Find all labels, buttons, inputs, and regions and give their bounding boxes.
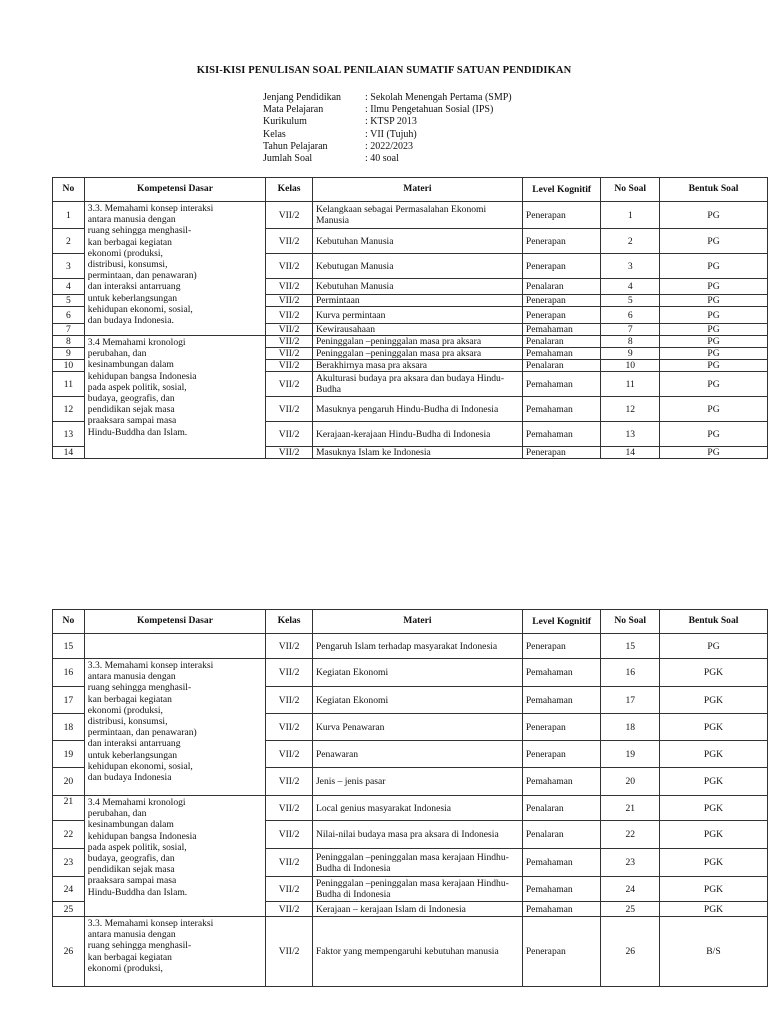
cell-no-soal: 18 <box>601 714 660 741</box>
cell-no: 14 <box>53 447 85 459</box>
cell-materi: Kerajaan – kerajaan Islam di Indonesia <box>312 902 522 917</box>
cell-no-soal: 17 <box>601 687 660 714</box>
meta-row <box>263 104 512 116</box>
cell-kompetensi-dasar <box>84 659 265 796</box>
cell-no-soal: 11 <box>601 372 660 397</box>
cell-level-kognitif: Pemahaman <box>522 397 601 422</box>
cell-no-soal: 8 <box>601 336 660 348</box>
meta-row <box>263 116 512 128</box>
cell-no-soal: 23 <box>601 849 660 877</box>
cell-bentuk-soal: PGK <box>659 902 767 917</box>
cell-no-soal: 1 <box>601 202 660 229</box>
column-header-kd: Kompetensi Dasar <box>84 610 265 634</box>
cell-bentuk-soal: PGK <box>659 821 767 849</box>
cell-materi: Kegiatan Ekonomi <box>312 659 522 687</box>
table-row <box>53 917 768 987</box>
cell-kelas: VII/2 <box>266 279 313 295</box>
cell-no-soal: 12 <box>601 397 660 422</box>
cell-level-kognitif: Pemahaman <box>522 877 601 902</box>
cell-materi: Peninggalan –peninggalan masa kerajaan Hindhu-Budha di Indonesia <box>312 849 522 877</box>
column-header-no: No <box>53 178 85 202</box>
cell-materi: Masuknya pengaruh Hindu-Budha di Indonesia <box>312 397 522 422</box>
meta-row <box>263 141 512 153</box>
cell-materi: Peninggalan –peninggalan masa pra aksara <box>312 348 522 360</box>
cell-bentuk-soal: PG <box>659 447 767 459</box>
column-header-level: Level Kognitif <box>522 178 601 202</box>
column-header-kd: Kompetensi Dasar <box>84 178 265 202</box>
cell-no: 12 <box>53 397 85 422</box>
table-row <box>53 659 768 687</box>
cell-materi: Masuknya Islam ke Indonesia <box>312 447 522 459</box>
column-header-bentuk: Bentuk Soal <box>659 178 767 202</box>
cell-bentuk-soal: PGK <box>659 687 767 714</box>
cell-no: 22 <box>53 821 85 849</box>
cell-level-kognitif: Pemahaman <box>522 348 601 360</box>
cell-level-kognitif: Pemahaman <box>522 324 601 336</box>
cell-level-kognitif: Penerapan <box>522 917 601 987</box>
cell-no-soal: 10 <box>601 360 660 372</box>
document-title: KISI-KISI PENULISAN SOAL PENILAIAN SUMATIF SATUAN PENDIDIKAN <box>196 65 572 76</box>
cell-materi: Kurva permintaan <box>312 307 522 324</box>
cell-no: 18 <box>53 714 85 741</box>
cell-bentuk-soal: PGK <box>659 849 767 877</box>
cell-level-kognitif: Penerapan <box>522 202 601 229</box>
cell-level-kognitif: Penerapan <box>522 634 601 659</box>
cell-kelas: VII/2 <box>266 768 313 796</box>
table-row <box>53 634 768 659</box>
cell-level-kognitif: Penalaran <box>522 796 601 821</box>
kisi-kisi-table-1 <box>52 177 768 459</box>
cell-materi: Peninggalan –peninggalan masa pra aksara <box>312 336 522 348</box>
cell-bentuk-soal: PG <box>659 422 767 447</box>
cell-no: 15 <box>53 634 85 659</box>
cell-no: 10 <box>53 360 85 372</box>
cell-materi: Berakhirnya masa pra aksara <box>312 360 522 372</box>
cell-no-soal: 6 <box>601 307 660 324</box>
cell-no-soal: 13 <box>601 422 660 447</box>
cell-no: 21 <box>53 796 85 821</box>
cell-materi: Akulturasi budaya pra aksara dan budaya Hindu-Budha <box>312 372 522 397</box>
cell-level-kognitif: Pemahaman <box>522 768 601 796</box>
cell-materi: Jenis – jenis pasar <box>312 768 522 796</box>
document-meta <box>263 92 512 165</box>
table-row <box>53 202 768 229</box>
cell-bentuk-soal: PG <box>659 324 767 336</box>
cell-bentuk-soal: PG <box>659 372 767 397</box>
cell-kelas: VII/2 <box>266 336 313 348</box>
cell-bentuk-soal: PG <box>659 634 767 659</box>
cell-kelas: VII/2 <box>266 741 313 768</box>
kompetensi-dasar-text: 3.3. Memahami konsep interaksi antara manusia dengan ruang sehingga menghasil- kan berbagai kegiatan ekonomi (produksi, distribusi, konsumsi, permintaan, dan penawaran) dan interaksi antarruang untuk keberlangsungan kehidupan ekonomi, sosial, dan budaya Indonesia <box>87 660 214 784</box>
cell-bentuk-soal: PGK <box>659 768 767 796</box>
cell-no: 13 <box>53 422 85 447</box>
cell-materi: Nilai-nilai budaya masa pra aksara di Indonesia <box>312 821 522 849</box>
cell-no-soal: 4 <box>601 279 660 295</box>
cell-level-kognitif: Penalaran <box>522 336 601 348</box>
cell-no: 23 <box>53 849 85 877</box>
cell-materi: Pengaruh Islam terhadap masyarakat Indonesia <box>312 634 522 659</box>
cell-level-kognitif: Pemahaman <box>522 849 601 877</box>
cell-no-soal: 22 <box>601 821 660 849</box>
cell-bentuk-soal: PG <box>659 348 767 360</box>
column-header-nosoal: No Soal <box>601 610 660 634</box>
cell-materi: Permintaan <box>312 295 522 307</box>
table-header-row <box>53 610 768 634</box>
meta-label: Tahun Pelajaran <box>263 140 328 152</box>
cell-bentuk-soal: PG <box>659 295 767 307</box>
kisi-kisi-table-2 <box>52 609 768 987</box>
cell-materi: Kebutuhan Manusia <box>312 229 522 254</box>
meta-value: : 40 soal <box>365 153 399 165</box>
cell-level-kognitif: Penerapan <box>522 447 601 459</box>
cell-no: 3 <box>53 254 85 279</box>
cell-level-kognitif: Pemahaman <box>522 659 601 687</box>
cell-no-soal: 26 <box>601 917 660 987</box>
cell-materi: Kerajaan-kerajaan Hindu-Budha di Indonesia <box>312 422 522 447</box>
cell-kelas: VII/2 <box>266 917 313 987</box>
cell-kompetensi-dasar <box>84 796 265 917</box>
meta-value: : Sekolah Menengah Pertama (SMP) <box>365 92 512 103</box>
cell-bentuk-soal: PG <box>659 397 767 422</box>
cell-kompetensi-dasar <box>84 634 265 659</box>
cell-materi: Penawaran <box>312 741 522 768</box>
cell-kompetensi-dasar <box>84 917 265 987</box>
cell-bentuk-soal: PGK <box>659 877 767 902</box>
meta-value: : KTSP 2013 <box>365 116 417 128</box>
cell-no-soal: 2 <box>601 229 660 254</box>
column-header-bentuk: Bentuk Soal <box>659 610 767 634</box>
cell-no: 11 <box>53 372 85 397</box>
cell-bentuk-soal: B/S <box>659 917 767 987</box>
cell-kelas: VII/2 <box>266 634 313 659</box>
cell-kelas: VII/2 <box>266 687 313 714</box>
cell-no-soal: 19 <box>601 741 660 768</box>
cell-level-kognitif: Pemahaman <box>522 372 601 397</box>
kompetensi-dasar-text: 3.4 Memahami kronologi perubahan, dan kesinambungan dalam kehidupan bangsa Indonesia pada aspek politik, sosial, budaya, geografis, dan pendidikan sejak masa praaksara sampai masa Hindu-Buddha dan Islam. <box>87 797 197 898</box>
cell-kompetensi-dasar <box>84 202 265 336</box>
cell-level-kognitif: Penerapan <box>522 295 601 307</box>
cell-kelas: VII/2 <box>266 714 313 741</box>
cell-level-kognitif: Pemahaman <box>522 687 601 714</box>
cell-bentuk-soal: PG <box>659 279 767 295</box>
cell-no: 6 <box>53 307 85 324</box>
meta-label: Jenjang Pendidikan <box>263 92 342 103</box>
cell-no-soal: 7 <box>601 324 660 336</box>
cell-bentuk-soal: PG <box>659 360 767 372</box>
meta-value: : Ilmu Pengetahuan Sosial (IPS) <box>365 104 494 116</box>
table-row <box>53 336 768 348</box>
table-header-row <box>53 178 768 202</box>
cell-kelas: VII/2 <box>266 447 313 459</box>
cell-kelas: VII/2 <box>266 254 313 279</box>
cell-no: 19 <box>53 741 85 768</box>
cell-no: 25 <box>53 902 85 917</box>
meta-label: Jumlah Soal <box>263 153 313 165</box>
cell-level-kognitif: Penalaran <box>522 360 601 372</box>
cell-no-soal: 14 <box>601 447 660 459</box>
column-header-materi: Materi <box>312 178 522 202</box>
cell-kelas: VII/2 <box>266 849 313 877</box>
meta-label: Kurikulum <box>263 116 307 128</box>
kompetensi-dasar-text: 3.4 Memahami kronologi perubahan, dan kesinambungan dalam kehidupan bangsa Indonesia pada aspek politik, sosial, budaya, geografis, dan pendidikan sejak masa praaksara sampai masa Hindu-Buddha dan Islam. <box>87 337 197 438</box>
cell-materi: Kewirausahaan <box>312 324 522 336</box>
column-header-nosoal: No Soal <box>601 178 660 202</box>
meta-row <box>263 129 512 141</box>
cell-no: 4 <box>53 279 85 295</box>
cell-materi: Faktor yang mempengaruhi kebutuhan manusia <box>312 917 522 987</box>
column-header-kelas: Kelas <box>266 610 313 634</box>
cell-no: 1 <box>53 202 85 229</box>
cell-kelas: VII/2 <box>266 324 313 336</box>
cell-no-soal: 15 <box>601 634 660 659</box>
cell-no: 24 <box>53 877 85 902</box>
meta-value: : VII (Tujuh) <box>365 128 417 140</box>
cell-bentuk-soal: PG <box>659 229 767 254</box>
column-header-no: No <box>53 610 85 634</box>
cell-kelas: VII/2 <box>266 307 313 324</box>
cell-no-soal: 21 <box>601 796 660 821</box>
cell-level-kognitif: Penerapan <box>522 254 601 279</box>
cell-bentuk-soal: PG <box>659 336 767 348</box>
cell-kelas: VII/2 <box>266 202 313 229</box>
cell-level-kognitif: Penerapan <box>522 741 601 768</box>
cell-no-soal: 3 <box>601 254 660 279</box>
cell-kelas: VII/2 <box>266 877 313 902</box>
cell-level-kognitif: Penerapan <box>522 714 601 741</box>
cell-level-kognitif: Penalaran <box>522 279 601 295</box>
cell-kompetensi-dasar <box>84 336 265 459</box>
cell-kelas: VII/2 <box>266 360 313 372</box>
column-header-kelas: Kelas <box>266 178 313 202</box>
kompetensi-dasar-text: 3.3. Memahami konsep interaksi antara manusia dengan ruang sehingga menghasil- kan berbagai kegiatan ekonomi (produksi, <box>87 918 214 974</box>
cell-materi: Kebutugan Manusia <box>312 254 522 279</box>
cell-level-kognitif: Pemahaman <box>522 422 601 447</box>
cell-materi: Kegiatan Ekonomi <box>312 687 522 714</box>
cell-no: 16 <box>53 659 85 687</box>
cell-no: 26 <box>53 917 85 987</box>
cell-materi: Kebutuhan Manusia <box>312 279 522 295</box>
cell-level-kognitif: Penerapan <box>522 229 601 254</box>
cell-kelas: VII/2 <box>266 659 313 687</box>
cell-bentuk-soal: PG <box>659 254 767 279</box>
meta-label: Kelas <box>263 128 286 140</box>
cell-kelas: VII/2 <box>266 796 313 821</box>
cell-no-soal: 20 <box>601 768 660 796</box>
cell-kelas: VII/2 <box>266 348 313 360</box>
cell-level-kognitif: Penalaran <box>522 821 601 849</box>
cell-level-kognitif: Penerapan <box>522 307 601 324</box>
cell-no: 8 <box>53 336 85 348</box>
cell-bentuk-soal: PG <box>659 202 767 229</box>
column-header-level: Level Kognitif <box>522 610 601 634</box>
cell-bentuk-soal: PGK <box>659 796 767 821</box>
cell-no-soal: 5 <box>601 295 660 307</box>
cell-no: 9 <box>53 348 85 360</box>
cell-no: 5 <box>53 295 85 307</box>
cell-bentuk-soal: PGK <box>659 714 767 741</box>
cell-kelas: VII/2 <box>266 295 313 307</box>
cell-materi: Local genius masyarakat Indonesia <box>312 796 522 821</box>
cell-bentuk-soal: PGK <box>659 659 767 687</box>
cell-no: 7 <box>53 324 85 336</box>
cell-materi: Peninggalan –peninggalan masa kerajaan Hindhu-Budha di Indonesia <box>312 877 522 902</box>
cell-kelas: VII/2 <box>266 821 313 849</box>
column-header-materi: Materi <box>312 610 522 634</box>
table-row <box>53 796 768 821</box>
meta-label: Mata Pelajaran <box>263 104 324 116</box>
cell-bentuk-soal: PGK <box>659 741 767 768</box>
cell-no-soal: 16 <box>601 659 660 687</box>
cell-bentuk-soal: PG <box>659 307 767 324</box>
cell-materi: Kelangkaan sebagai Permasalahan Ekonomi Manusia <box>312 202 522 229</box>
cell-kelas: VII/2 <box>266 902 313 917</box>
meta-value: : 2022/2023 <box>365 140 414 152</box>
kompetensi-dasar-text: 3.3. Memahami konsep interaksi antara manusia dengan ruang sehingga menghasil- kan berbagai kegiatan ekonomi (produksi, distribusi, konsumsi, permintaan, dan penawaran) dan interaksi antarruang untuk keberlangsungan kehidupan ekonomi, sosial, dan budaya Indonesia. <box>87 203 214 327</box>
cell-no: 20 <box>53 768 85 796</box>
cell-kelas: VII/2 <box>266 422 313 447</box>
cell-kelas: VII/2 <box>266 397 313 422</box>
cell-no-soal: 25 <box>601 902 660 917</box>
cell-level-kognitif: Pemahaman <box>522 902 601 917</box>
cell-no: 2 <box>53 229 85 254</box>
cell-kelas: VII/2 <box>266 372 313 397</box>
cell-kelas: VII/2 <box>266 229 313 254</box>
cell-no-soal: 24 <box>601 877 660 902</box>
cell-no: 17 <box>53 687 85 714</box>
meta-row <box>263 153 512 165</box>
meta-row <box>263 92 512 104</box>
cell-no-soal: 9 <box>601 348 660 360</box>
cell-materi: Kurva Penawaran <box>312 714 522 741</box>
